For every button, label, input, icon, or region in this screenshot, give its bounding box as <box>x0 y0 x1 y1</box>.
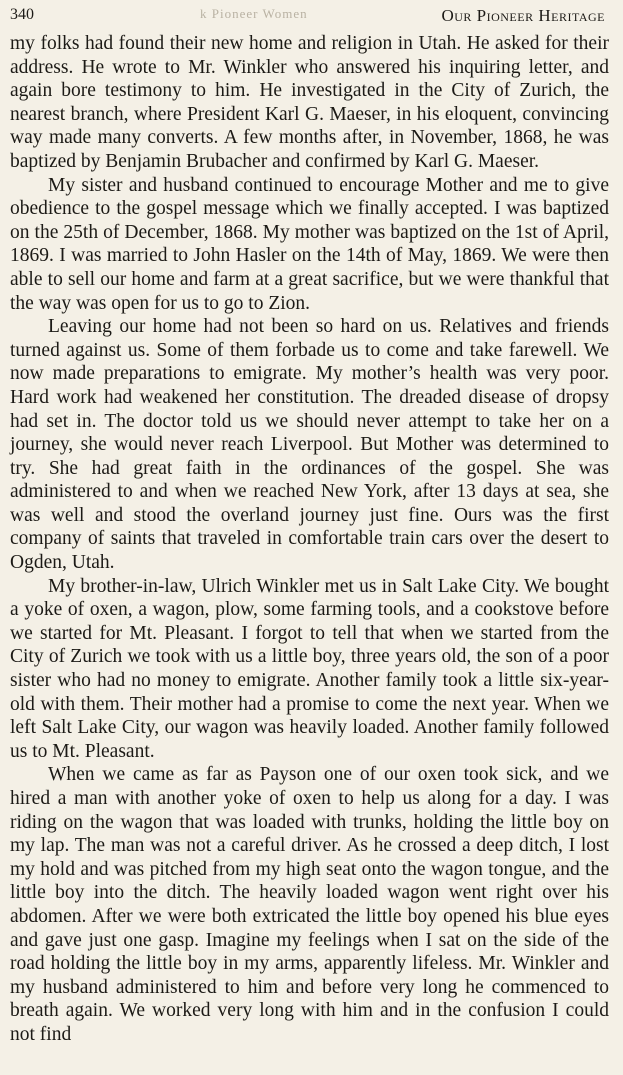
running-head: Our Pioneer Heritage <box>441 6 605 25</box>
page-number: 340 <box>10 6 34 23</box>
paragraph: When we came as far as Payson one of our oxen took sick, and we hired a man with another yoke of oxen to help us along for a day. I was riding on the wagon that was loaded with trunks, holding the little boy on my lap. The man was not a careful driver. As he crossed a deep ditch, I lost my hold and was pitched from my high seat onto the wagon tongue, and the little boy into the ditch. The heavily loaded wagon went right over his abdomen. After we were both extricated the little boy opened his blue eyes and gave just one gasp. Imagine my feelings when I sat on the side of the road holding the little boy in my arms, apparently lifeless. Mr. Winkler and my husband administered to him and before very long he commenced to breath again. We worked very long with him and in the confusion I could not find <box>10 764 609 1045</box>
paragraph: My brother-in-law, Ulrich Winkler met us in Salt Lake City. We bought a yoke of oxen, a wagon, plow, some farming tools, and a cookstove before we started for Mt. Pleasant. I forgot to tell that when we started from the City of Zurich we took with us a little boy, three years old, the son of a poor sister who had no money to emigrate. Another family took a little six-year-old with them. Their mother had a promise to come the next year. When we left Salt Lake City, our wagon was heavily loaded. Another family followed us to Mt. Pleasant. <box>10 575 609 762</box>
body-text <box>10 32 609 1047</box>
paragraph: Leaving our home had not been so hard on us. Relatives and friends turned against us. Some of them forbade us to come and take farewell. We now made preparations to emigrate. My mother’s health was very poor. Hard work had weakened her constitution. The dreaded disease of dropsy had set in. The doctor told us we should never attempt to take her on a journey, she would never reach Liverpool. But Mother was determined to try. She had great faith in the ordinances of the gospel. She was administered to and when we reached New York, after 13 days at sea, she was well and stood the overland journey just fine. Ours was the first company of saints that traveled in comfortable train cars over the desert to Ogden, Utah. <box>10 316 609 574</box>
bleed-through-text: k Pioneer Women <box>200 6 308 21</box>
paragraph: my folks had found their new home and religion in Utah. He asked for their address. He wrote to Mr. Winkler who answered his inquiring letter, and again bore testimony to him. He investigated in the City of Zurich, the nearest branch, where President Karl G. Maeser, in his eloquent, convincing way made many converts. A few months after, in November, 1868, he was baptized by Benjamin Brubacher and confirmed by Karl G. Maeser. <box>10 33 609 172</box>
page-header <box>10 6 609 28</box>
paragraph: My sister and husband continued to encourage Mother and me to give obedience to the gospel message which we finally accepted. I was baptized on the 25th of December, 1868. My mother was baptized on the 1st of April, 1869. I was married to John Hasler on the 14th of May, 1869. We were then able to sell our home and farm at a great sacrifice, but we were thankful that the way was open for us to go to Zion. <box>10 174 609 314</box>
